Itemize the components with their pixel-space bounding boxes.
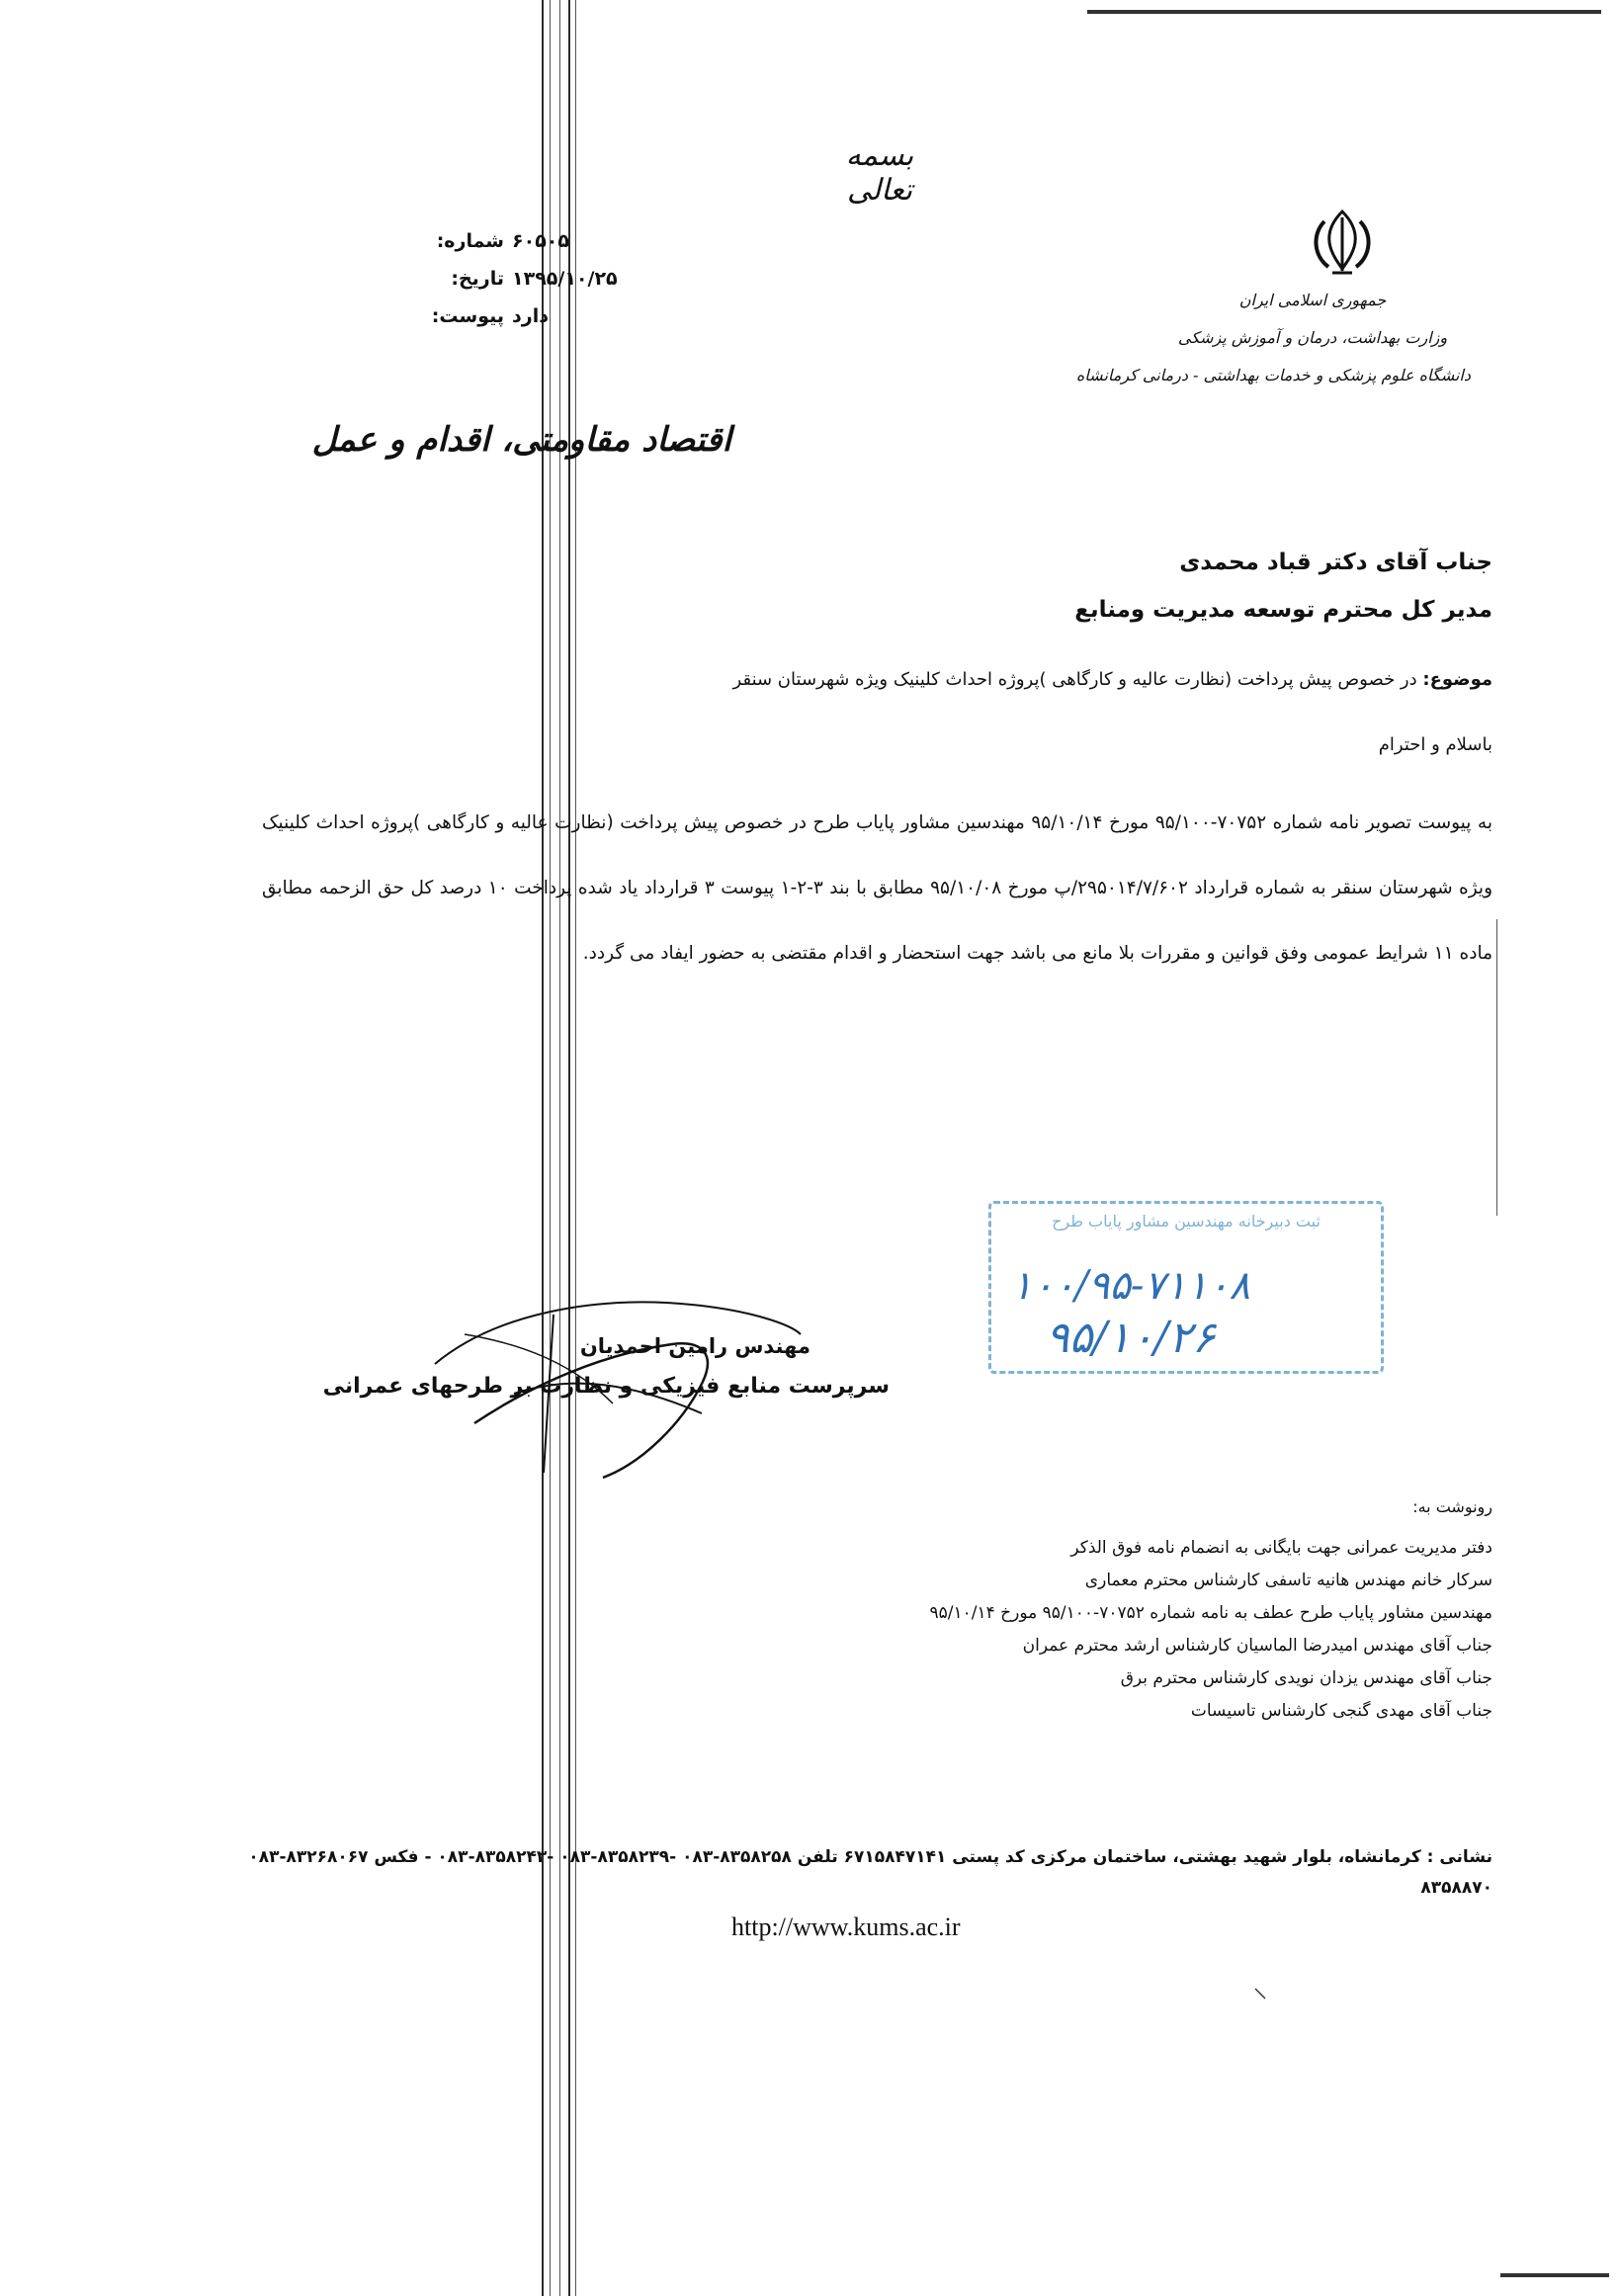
cc-item: جناب آقای مهدی گنجی کارشناس تاسیسات <box>1190 1701 1492 1721</box>
body-paragraph: به پیوست تصویر نامه شماره ۷۰۷۵۲-۹۵/۱۰۰ مورخ ۹۵/۱۰/۱۴ مهندسین مشاور پایاب طرح در خصوص پیش پرداخت (نظارت عالیه و کارگاهی )پروژه احداث کلینیک ویژه شهرستان سنقر به شماره قرارداد ۲۹۵۰۱۴/۷/۶۰۲/پ مورخ ۹۵/۱۰/۰۸ مطابق با بند ۳-۲-۱ پیوست ۳ قرارداد یاد شده پرداخت ۱۰ درصد کل حق الزحمه مطابق ماده ۱۱ شرایط عمومی وفق قوانین و مقررات بلا مانع می باشد جهت استحضار و اقدام مقتضی به حضور ایفاد می گردد. <box>262 812 1492 964</box>
scan-artifact-line <box>568 0 570 2296</box>
number-label: شماره: <box>436 230 504 252</box>
issuer-line: وزارت بهداشت، درمان و آموزش پزشکی <box>1177 328 1448 347</box>
number-value: ۶۰۵۰۵ <box>512 230 569 252</box>
subject-line <box>554 664 1492 696</box>
stamp-title: ثبت دبیرخانه مهندسین مشاور پایاب طرح <box>1052 1212 1321 1231</box>
subject-label: موضوع: <box>1422 669 1492 690</box>
stamp-date: ۹۵/۱۰/۲۶ <box>1046 1313 1216 1363</box>
addressee-name: جناب آقای دکتر قباد محمدی <box>1179 550 1492 575</box>
iran-emblem-icon <box>1303 208 1382 277</box>
cc-item: دفتر مدیریت عمرانی جهت بایگانی به انضمام نامه فوق الذکر <box>1070 1538 1492 1558</box>
signature-block <box>322 1275 890 1492</box>
stamp-number: ۱۰۰/۹۵-۷۱۱۰۸ <box>1011 1263 1250 1309</box>
bismillah-heading: بسمه تعالی <box>845 138 914 208</box>
subject-text: در خصوص پیش پرداخت (نظارت عالیه و کارگاهی )پروژه احداث کلینیک ویژه شهرستان سنقر <box>732 669 1417 690</box>
cc-list <box>692 1532 1492 1728</box>
issuer-line: جمهوری اسلامی ایران <box>1238 291 1387 309</box>
scan-artifact-mark <box>1500 2273 1609 2277</box>
greeting: باسلام و احترام <box>1378 734 1492 755</box>
footer-address: نشانی : کرمانشاه، بلوار شهید بهشتی، ساختمان مرکزی کد پستی ۶۷۱۵۸۴۷۱۴۱ تلفن ۸۳۵۸۲۵۸-۰۸۳ -۸۳۵۸۲۳۹-۰۸۳ -۸۳۵۸۲۴۳-۰۸۳ - فکس ۸۳۲۶۸۰۶۷-۰۸۳ <box>248 1847 1492 1867</box>
scan-artifact-line <box>559 0 560 2296</box>
meta-number-row <box>425 222 633 260</box>
website-link[interactable]: http://www.kums.ac.ir <box>731 1913 961 1941</box>
cc-item: مهندسین مشاور پایاب طرح عطف به نامه شماره ۷۰۷۵۲-۹۵/۱۰۰ مورخ ۹۵/۱۰/۱۴ <box>929 1603 1492 1623</box>
meta-date-row <box>425 260 633 298</box>
date-label: تاریخ: <box>451 268 504 290</box>
scan-artifact-mark <box>1087 10 1601 14</box>
footer-fax-extra: ۸۳۵۸۸۷۰ <box>1420 1878 1492 1898</box>
addressee-position: مدیر کل محترم توسعه مدیریت ومنابع <box>1074 597 1492 623</box>
slogan: اقتصاد مقاومتی، اقدام و عمل <box>311 420 731 460</box>
stray-pen-mark-icon <box>1253 1987 1267 2000</box>
letter-meta <box>425 222 633 335</box>
registry-stamp <box>988 1201 1384 1374</box>
letter-body <box>262 791 1492 986</box>
scan-artifact-line <box>550 0 551 2296</box>
cc-item: جناب آقای مهندس یزدان نویدی کارشناس محترم برق <box>1120 1668 1492 1688</box>
attachment-value: دارد <box>512 305 549 327</box>
meta-attachment-row <box>425 298 633 335</box>
scan-artifact-line <box>1496 919 1497 1216</box>
date-value: ۱۳۹۵/۱۰/۲۵ <box>512 268 618 290</box>
signer-name: مهندس رامین احمدیان <box>579 1334 810 1358</box>
scan-artifact-line <box>542 0 544 2296</box>
cc-item: سرکار خانم مهندس هانیه تاسفی کارشناس محترم معماری <box>1084 1571 1492 1590</box>
attachment-label: پیوست: <box>431 305 504 327</box>
scan-artifact-line <box>575 0 576 2296</box>
signer-title: سرپرست منابع فیزیکی و نظارت بر طرحهای عمرانی <box>322 1374 890 1399</box>
issuer-block <box>1075 282 1471 394</box>
issuer-line: دانشگاه علوم پزشکی و خدمات بهداشتی - درمانی کرمانشاه <box>1075 366 1471 384</box>
cc-item: جناب آقای مهندس امیدرضا الماسیان کارشناس ارشد محترم عمران <box>1022 1636 1492 1656</box>
addressee-block <box>890 539 1492 634</box>
cc-label: رونوشت به: <box>1412 1497 1492 1516</box>
